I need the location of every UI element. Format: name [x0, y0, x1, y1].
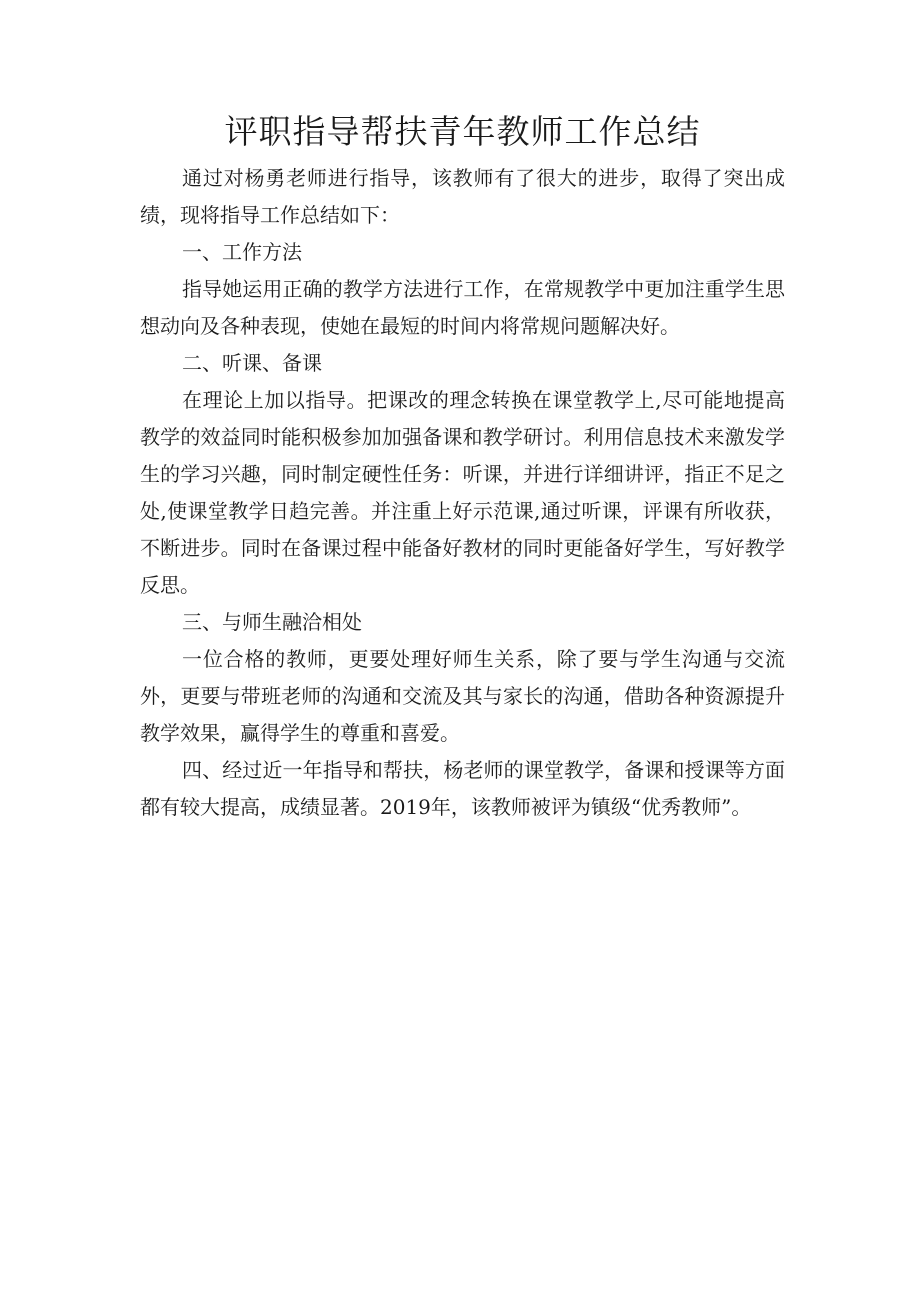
document-title: 评职指导帮扶青年教师工作总结 [224, 112, 701, 151]
section-body-relations: 一位合格的教师，更要处理好师生关系，除了要与学生沟通与交流外，更要与带班老师的沟通和交流及其与家长的沟通，借助各种资源提升教学效果，赢得学生的尊重和喜爱。 [140, 647, 785, 745]
section-heading-relations: 三、与师生融洽相处 [182, 610, 362, 634]
section-heading-work-method: 一、工作方法 [182, 240, 302, 264]
section-heading-lesson-prep: 二、听课、备课 [182, 351, 322, 375]
closing-paragraph: 四、经过近一年指导和帮扶，杨老师的课堂教学，备课和授课等方面都有较大提高，成绩显著。2019年，该教师被评为镇级“优秀教师”。 [140, 758, 785, 819]
section-body-lesson-prep: 在理论上加以指导。把课改的理念转换在课堂教学上,尽可能地提高教学的效益同时能积极参加加强备课和教学研讨。利用信息技术来激发学生的学习兴趣，同时制定硬性任务：听课，并进行详细讲评，指正不足之处,使课堂教学日趋完善。并注重上好示范课,通过听课，评课有所收获，不断进步。同时在备课过程中能备好教材的同时更能备好学生，写好教学反思。 [140, 388, 785, 597]
document-page [140, 110, 785, 826]
intro-paragraph: 通过对杨勇老师进行指导，该教师有了很大的进步，取得了突出成绩，现将指导工作总结如下： [140, 166, 785, 227]
section-body-work-method: 指导她运用正确的教学方法进行工作，在常规教学中更加注重学生思想动向及各种表现，使她在最短的时间内将常规问题解决好。 [140, 277, 785, 338]
